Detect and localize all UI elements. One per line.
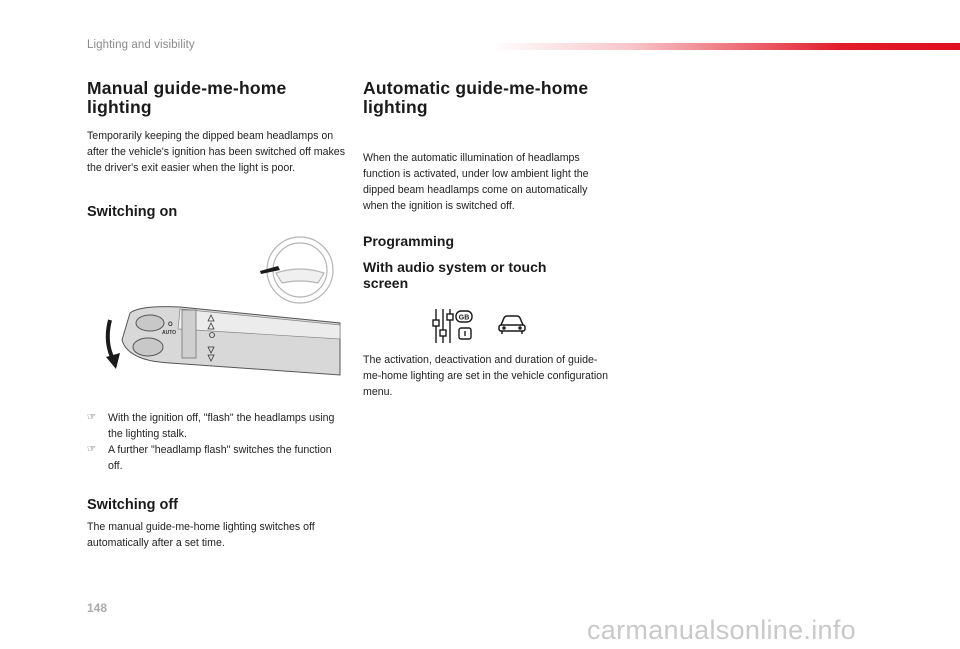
switching-off-heading: Switching off: [87, 497, 179, 513]
switching-on-heading: Switching on: [87, 204, 178, 220]
bullet-hand-icon: ☞: [87, 444, 96, 455]
list-item: [87, 410, 349, 442]
section-header-title: Lighting and visibility: [87, 39, 195, 51]
configuration-menu-text: The activation, deactivation and duration of guide-me-home lighting are set in the vehicle configuration menu.: [363, 354, 608, 398]
switching-off-text: The manual guide-me-home lighting switches off automatically after a set time.: [87, 521, 315, 549]
bullet-hand-icon: ☞: [87, 412, 96, 423]
arrow-down-icon: [106, 320, 120, 369]
stalk-body: [122, 307, 340, 375]
automatic-intro-text: When the automatic illumination of headlamps function is activated, under low ambient light the dipped beam headlamps come on automatically when the ignition is switched off.: [363, 152, 589, 212]
list-item: [87, 442, 349, 474]
watermark-text: carmanualsonline.info: [587, 615, 856, 645]
switching-on-steps: [87, 410, 349, 474]
lighting-stalk-illustration: [100, 235, 345, 385]
audio-touch-screen-subheading: With audio system or touch screen: [363, 259, 547, 291]
page-number: 148: [87, 601, 108, 615]
list-item-text: With the ignition off, "flash" the headlamps using the lighting stalk.: [108, 412, 335, 440]
automatic-guide-me-home-title: Automatic guide-me-home lighting: [363, 78, 589, 117]
programming-heading: Programming: [363, 233, 455, 249]
manual-guide-me-home-title: Manual guide-me-home lighting: [87, 78, 287, 117]
header-accent-bar: [490, 43, 960, 50]
stalk-label-auto: AUTO: [162, 330, 177, 336]
list-item-text: A further "headlamp flash" switches the function off.: [108, 444, 332, 472]
manual-intro-text: Temporarily keeping the dipped beam headlamps on after the vehicle's ignition has been switched off makes the driver's exit easier when the light is poor.: [87, 130, 345, 174]
car-icon: [497, 313, 527, 335]
stalk-label-o: O: [168, 322, 173, 328]
gb-label: GB: [458, 314, 470, 322]
settings-sliders-gb-icon: [430, 306, 474, 346]
